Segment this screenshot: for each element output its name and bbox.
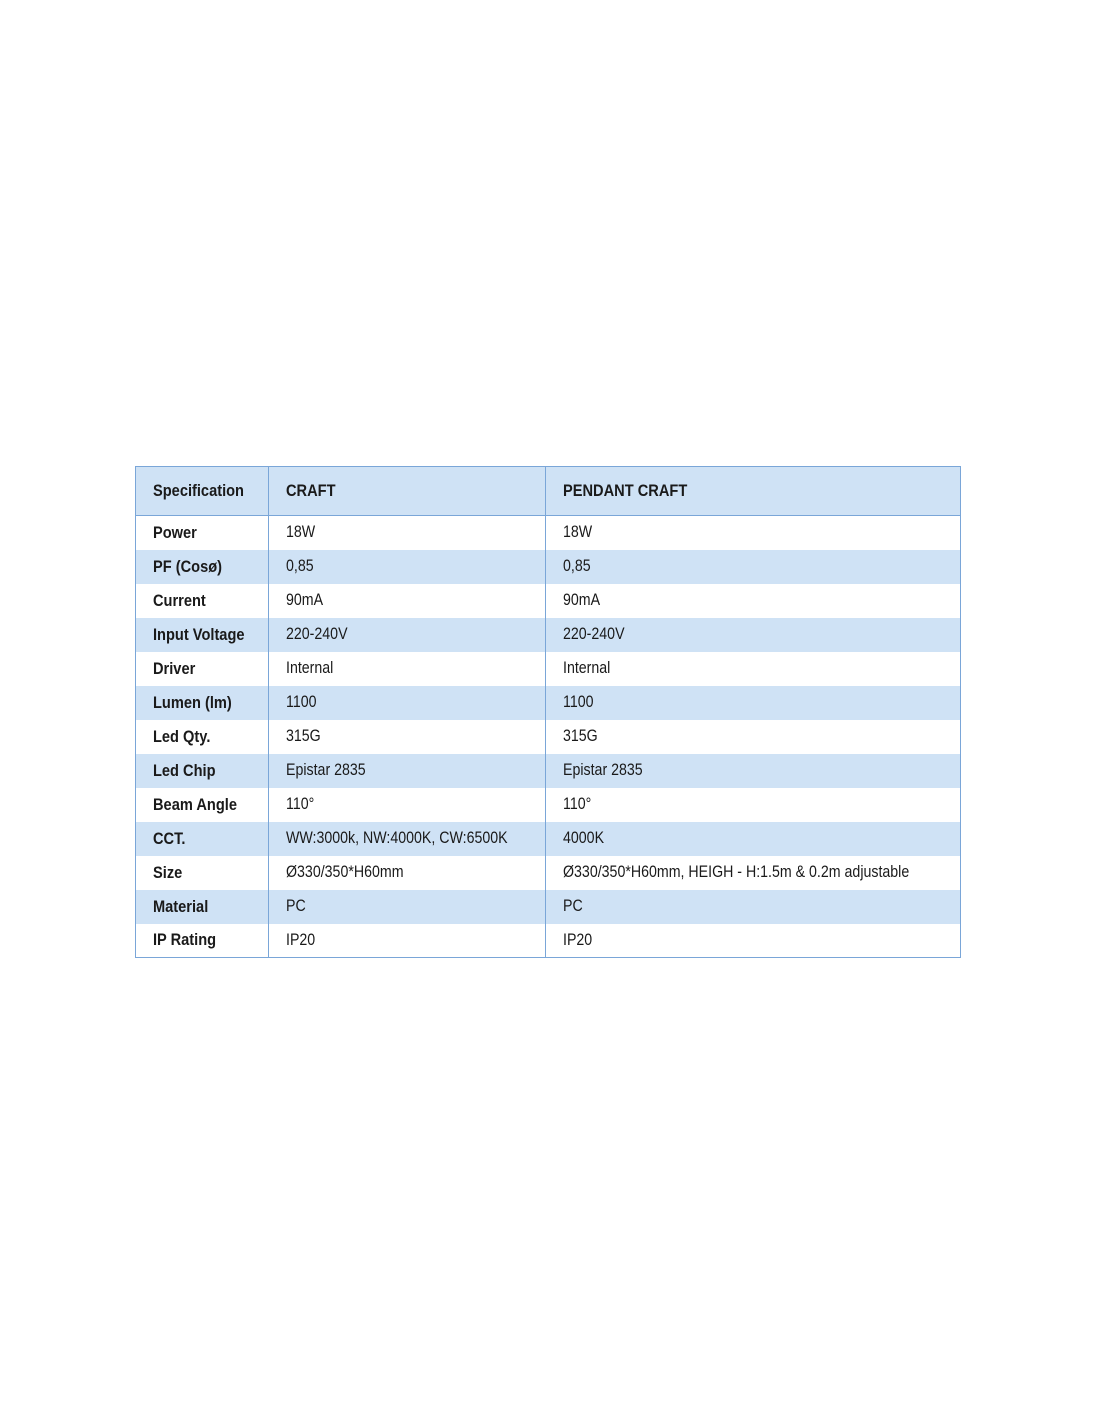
craft-value: WW:3000k, NW:4000K, CW:6500K bbox=[269, 822, 546, 856]
row-label: Input Voltage bbox=[153, 624, 245, 644]
table-body bbox=[136, 516, 961, 958]
craft-value: 315G bbox=[269, 720, 546, 754]
table-row bbox=[136, 720, 961, 754]
row-label: Current bbox=[153, 590, 206, 610]
table-row bbox=[136, 584, 961, 618]
pendant-craft-value: PC bbox=[546, 890, 961, 924]
header-pendant-craft: PENDANT CRAFT bbox=[546, 467, 961, 516]
table-row bbox=[136, 924, 961, 958]
header-specification: Specification bbox=[136, 467, 269, 516]
table-row bbox=[136, 890, 961, 924]
pendant-craft-value: 18W bbox=[546, 516, 961, 550]
craft-value: Epistar 2835 bbox=[269, 754, 546, 788]
craft-value: Ø330/350*H60mm bbox=[269, 856, 546, 890]
pendant-craft-value: 4000K bbox=[546, 822, 961, 856]
pendant-craft-value: Ø330/350*H60mm, HEIGH - H:1.5m & 0.2m adjustable bbox=[546, 856, 961, 890]
row-label: PF (Cosø) bbox=[153, 556, 223, 576]
row-label: Led Qty. bbox=[153, 726, 211, 746]
craft-value: IP20 bbox=[269, 924, 546, 958]
craft-value: 110° bbox=[269, 788, 546, 822]
row-label: Power bbox=[153, 522, 197, 542]
table-row bbox=[136, 788, 961, 822]
row-label: Led Chip bbox=[153, 760, 216, 780]
table-row bbox=[136, 652, 961, 686]
table-header bbox=[136, 467, 961, 516]
row-label: Driver bbox=[153, 658, 196, 678]
pendant-craft-value: 110° bbox=[546, 788, 961, 822]
craft-value: 220-240V bbox=[269, 618, 546, 652]
craft-value: PC bbox=[269, 890, 546, 924]
pendant-craft-value: 90mA bbox=[546, 584, 961, 618]
pendant-craft-value: Internal bbox=[546, 652, 961, 686]
specification-table bbox=[135, 466, 961, 958]
row-label: Material bbox=[153, 896, 209, 916]
craft-value: Internal bbox=[269, 652, 546, 686]
header-craft: CRAFT bbox=[269, 467, 546, 516]
row-label: Beam Angle bbox=[153, 794, 237, 814]
table-row bbox=[136, 856, 961, 890]
row-label: IP Rating bbox=[153, 930, 217, 950]
pendant-craft-value: IP20 bbox=[546, 924, 961, 958]
pendant-craft-value: Epistar 2835 bbox=[546, 754, 961, 788]
table-row bbox=[136, 822, 961, 856]
pendant-craft-value: 0,85 bbox=[546, 550, 961, 584]
pendant-craft-value: 220-240V bbox=[546, 618, 961, 652]
table-row bbox=[136, 550, 961, 584]
pendant-craft-value: 1100 bbox=[546, 686, 961, 720]
row-label: Lumen (lm) bbox=[153, 692, 232, 712]
craft-value: 18W bbox=[269, 516, 546, 550]
row-label: Size bbox=[153, 862, 183, 882]
craft-value: 90mA bbox=[269, 584, 546, 618]
row-label: CCT. bbox=[153, 828, 186, 848]
table-row bbox=[136, 754, 961, 788]
craft-value: 1100 bbox=[269, 686, 546, 720]
table-row bbox=[136, 618, 961, 652]
table-row bbox=[136, 686, 961, 720]
header-row bbox=[136, 467, 961, 516]
table-row bbox=[136, 516, 961, 550]
craft-value: 0,85 bbox=[269, 550, 546, 584]
pendant-craft-value: 315G bbox=[546, 720, 961, 754]
